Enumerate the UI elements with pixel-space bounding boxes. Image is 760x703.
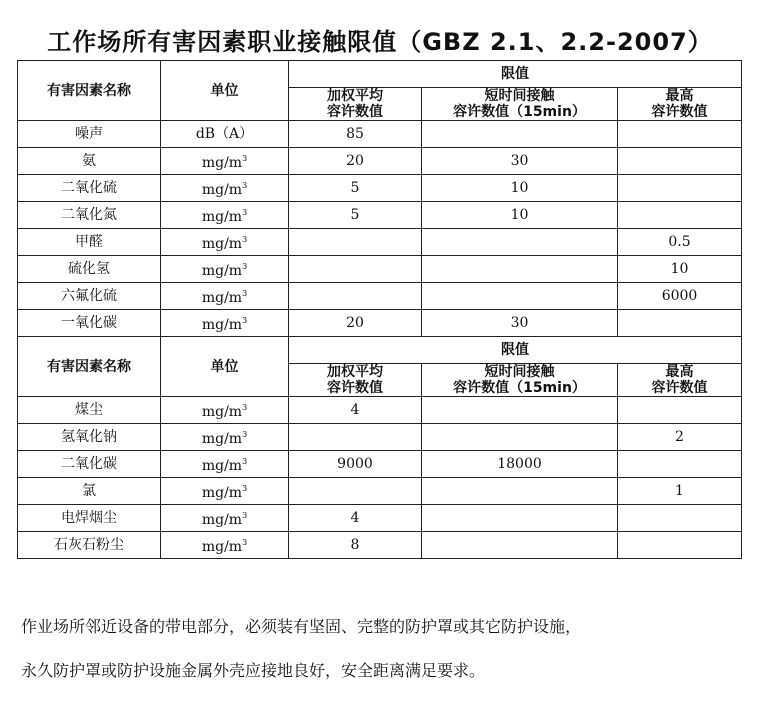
cell-unit: $mg/m^3$ xyxy=(161,478,289,505)
header-stel: 短时间接触 容许数值（15min） xyxy=(422,88,618,121)
cell-twa-value: 20 xyxy=(289,148,422,175)
cell-twa-value: 9000 xyxy=(289,451,422,478)
cell-unit: $mg/m^3$ xyxy=(161,424,289,451)
cell-stel-value xyxy=(422,283,618,310)
cell-stel-value: 30 xyxy=(422,310,618,337)
cell-stel-value: 30 xyxy=(422,148,618,175)
cell-substance-name: 氢氧化钠 xyxy=(18,424,161,451)
cell-twa-value xyxy=(289,283,422,310)
table-row xyxy=(18,532,742,559)
cell-max-value: 2 xyxy=(618,424,742,451)
table-row xyxy=(18,310,742,337)
cell-max-value xyxy=(618,175,742,202)
table-row xyxy=(18,202,742,229)
cell-substance-name: 一氧化碳 xyxy=(18,310,161,337)
cell-twa-value: 20 xyxy=(289,310,422,337)
header-name: 有害因素名称 xyxy=(18,61,161,121)
header-row xyxy=(18,61,742,88)
table-row xyxy=(18,451,742,478)
cell-unit: $mg/m^3$ xyxy=(161,397,289,424)
note-line-2: 永久防护罩或防护设施金属外壳应接地良好，安全距离满足要求。 xyxy=(21,661,486,680)
exposure-limits-table xyxy=(17,60,742,559)
table-row xyxy=(18,256,742,283)
header-stel-repeat: 短时间接触 容许数值（15min） xyxy=(422,364,618,397)
cell-twa-value: 4 xyxy=(289,505,422,532)
cell-twa-value: 85 xyxy=(289,121,422,148)
cell-substance-name: 硫化氢 xyxy=(18,256,161,283)
header-unit: 单位 xyxy=(161,61,289,121)
cell-substance-name: 氯 xyxy=(18,478,161,505)
header-twa-repeat: 加权平均 容许数值 xyxy=(289,364,422,397)
cell-max-value xyxy=(618,505,742,532)
header-limit-repeat: 限值 xyxy=(289,337,742,364)
cell-unit: $mg/m^3$ xyxy=(161,256,289,283)
cell-twa-value xyxy=(289,424,422,451)
cell-max-value xyxy=(618,148,742,175)
header-limit: 限值 xyxy=(289,61,742,88)
cell-substance-name: 氨 xyxy=(18,148,161,175)
cell-unit: $mg/m^3$ xyxy=(161,532,289,559)
cell-unit: $mg/m^3$ xyxy=(161,202,289,229)
cell-twa-value xyxy=(289,229,422,256)
document-title: 工作场所有害因素职业接触限值（GBZ 2.1、2.2-2007） xyxy=(47,28,713,56)
cell-stel-value xyxy=(422,424,618,451)
cell-max-value xyxy=(618,451,742,478)
cell-stel-value xyxy=(422,397,618,424)
cell-unit: dB（A） xyxy=(161,121,289,148)
cell-substance-name: 石灰石粉尘 xyxy=(18,532,161,559)
cell-twa-value: 4 xyxy=(289,397,422,424)
cell-stel-value xyxy=(422,505,618,532)
cell-max-value xyxy=(618,310,742,337)
cell-stel-value xyxy=(422,532,618,559)
header-max: 最高 容许数值 xyxy=(618,88,742,121)
note-line-1: 作业场所邻近设备的带电部分，必须装有坚固、完整的防护罩或其它防护设施， xyxy=(21,617,582,636)
table-row xyxy=(18,397,742,424)
table-row xyxy=(18,478,742,505)
cell-unit: $mg/m^3$ xyxy=(161,451,289,478)
cell-substance-name: 二氧化硫 xyxy=(18,175,161,202)
table-row xyxy=(18,283,742,310)
cell-stel-value: 10 xyxy=(422,175,618,202)
cell-stel-value xyxy=(422,256,618,283)
cell-substance-name: 六氟化硫 xyxy=(18,283,161,310)
cell-stel-value xyxy=(422,121,618,148)
cell-max-value: 10 xyxy=(618,256,742,283)
table-row xyxy=(18,229,742,256)
cell-max-value xyxy=(618,121,742,148)
table-row xyxy=(18,148,742,175)
header-name-repeat: 有害因素名称 xyxy=(18,337,161,397)
table-row xyxy=(18,175,742,202)
cell-max-value xyxy=(618,397,742,424)
cell-max-value: 1 xyxy=(618,478,742,505)
table-row xyxy=(18,121,742,148)
cell-stel-value xyxy=(422,229,618,256)
cell-unit: $mg/m^3$ xyxy=(161,175,289,202)
cell-twa-value xyxy=(289,256,422,283)
cell-max-value xyxy=(618,532,742,559)
cell-stel-value xyxy=(422,478,618,505)
cell-unit: $mg/m^3$ xyxy=(161,505,289,532)
cell-twa-value: 5 xyxy=(289,202,422,229)
cell-substance-name: 二氧化氮 xyxy=(18,202,161,229)
cell-twa-value: 5 xyxy=(289,175,422,202)
cell-substance-name: 甲醛 xyxy=(18,229,161,256)
cell-max-value: 6000 xyxy=(618,283,742,310)
cell-twa-value: 8 xyxy=(289,532,422,559)
cell-unit: $mg/m^3$ xyxy=(161,148,289,175)
cell-unit: $mg/m^3$ xyxy=(161,283,289,310)
table-row xyxy=(18,505,742,532)
table-row xyxy=(18,424,742,451)
cell-stel-value: 10 xyxy=(422,202,618,229)
cell-unit: $mg/m^3$ xyxy=(161,229,289,256)
cell-max-value xyxy=(618,202,742,229)
cell-stel-value: 18000 xyxy=(422,451,618,478)
cell-substance-name: 二氧化碳 xyxy=(18,451,161,478)
cell-unit: $mg/m^3$ xyxy=(161,310,289,337)
header-max-repeat: 最高 容许数值 xyxy=(618,364,742,397)
header-row-repeat xyxy=(18,337,742,364)
cell-twa-value xyxy=(289,478,422,505)
header-unit-repeat: 单位 xyxy=(161,337,289,397)
cell-substance-name: 电焊烟尘 xyxy=(18,505,161,532)
header-twa: 加权平均 容许数值 xyxy=(289,88,422,121)
cell-max-value: 0.5 xyxy=(618,229,742,256)
cell-substance-name: 煤尘 xyxy=(18,397,161,424)
cell-substance-name: 噪声 xyxy=(18,121,161,148)
